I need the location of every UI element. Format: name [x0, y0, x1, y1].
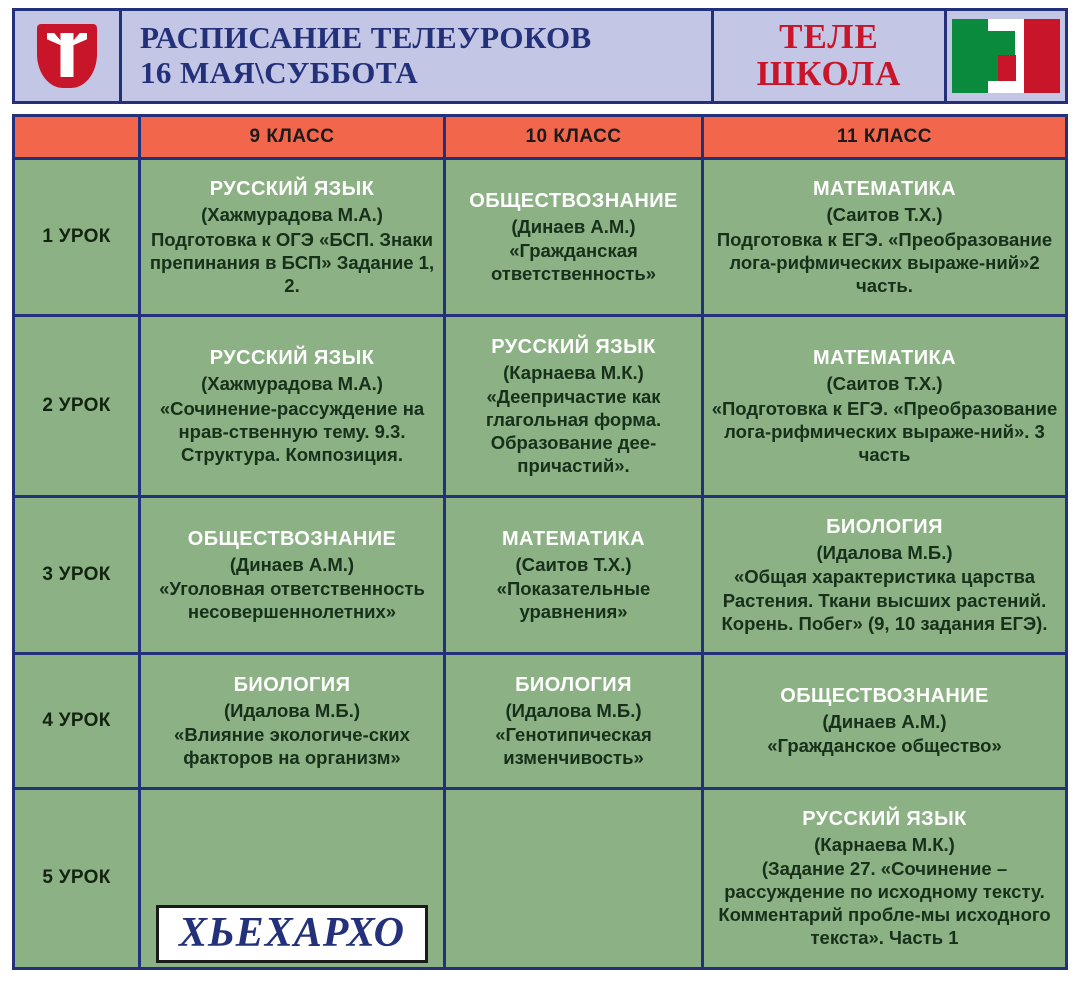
topic: «Гражданское общество»	[767, 735, 1002, 757]
brand-line-1: ТЕЛЕ	[779, 17, 879, 57]
subject: РУССКИЙ ЯЗЫК	[802, 807, 967, 830]
lesson-label: 2 УРОК	[15, 317, 141, 495]
topic: «Генотипическая изменчивость»	[495, 723, 652, 768]
lesson-label: 4 УРОК	[15, 655, 141, 786]
topic: «Уголовная ответственность несовершеннолетних»	[159, 578, 425, 623]
page-title	[119, 11, 714, 101]
shield-logo-icon	[37, 24, 97, 88]
lesson-cell-grade-9	[141, 790, 446, 968]
topic: «Влияние экологиче-ских факторов на организм»	[174, 723, 410, 768]
column-header-grade-10: 10 КЛАСС	[446, 117, 704, 157]
lesson-cell-grade-11	[704, 790, 1065, 968]
lesson-cell-grade-10	[446, 790, 704, 968]
teacher: (Саитов Т.Х.)	[826, 373, 943, 395]
table-row	[15, 498, 1065, 655]
lesson-cell-grade-10	[446, 498, 704, 652]
table-row	[15, 790, 1065, 968]
teacher: (Хажмурадова М.А.)	[201, 373, 383, 395]
topic: Подготовка к ОГЭ «БСП. Знаки препинания в БСП» Задание 1, 2.	[149, 228, 435, 296]
teacher: (Динаев А.М.)	[822, 711, 947, 733]
khekharkho-badge	[156, 905, 428, 963]
subject: МАТЕМАТИКА	[501, 527, 645, 550]
column-header-grade-9: 9 КЛАСС	[141, 117, 446, 157]
topic: «Показательные уравнения»	[496, 578, 651, 623]
subject: РУССКИЙ ЯЗЫК	[491, 335, 656, 358]
lesson-cell-grade-9	[141, 160, 446, 314]
table-row	[15, 160, 1065, 317]
brand-line-2: ШКОЛА	[756, 54, 902, 93]
subject: БИОЛОГИЯ	[233, 673, 351, 696]
teacher: (Динаев А.М.)	[511, 216, 636, 237]
column-header-lesson	[15, 117, 141, 157]
lesson-cell-grade-11	[704, 160, 1065, 314]
schedule-table	[12, 114, 1068, 970]
lesson-cell-grade-10	[446, 317, 704, 495]
teacher: (Карнаева М.К.)	[814, 833, 955, 855]
topic: (Задание 27. «Сочинение – рассуждение по исходному тексту. Комментарий пробле-мы исходного текста». Часть 1	[718, 858, 1051, 949]
subject: РУССКИЙ ЯЗЫК	[209, 347, 375, 370]
teacher: (Саитов Т.Х.)	[515, 553, 632, 575]
title-line-2: 16 МАЯ\СУББОТА	[140, 55, 419, 90]
lesson-cell-grade-9	[141, 317, 446, 495]
teacher: (Динаев А.М.)	[229, 553, 355, 575]
lesson-cell-grade-11	[704, 655, 1065, 786]
lesson-cell-grade-9	[141, 655, 446, 786]
table-row	[15, 317, 1065, 498]
table-header-row	[15, 117, 1065, 160]
lesson-cell-grade-10	[446, 160, 704, 314]
subject: МАТЕМАТИКА	[812, 178, 956, 201]
brand-block	[714, 11, 944, 101]
subject: БИОЛОГИЯ	[515, 673, 632, 696]
subject: МАТЕМАТИКА	[812, 347, 956, 370]
lesson-label: 5 УРОК	[15, 790, 141, 968]
teacher: (Хажмурадова М.А.)	[201, 204, 383, 226]
chechnya-flag-icon	[952, 19, 1060, 93]
subject: ОБЩЕСТВОЗНАНИЕ	[780, 685, 989, 708]
topic: «Общая характеристика царства Растения. Ткани высших растений. Корень. Побег» (9, 10 задания ЕГЭ).	[721, 566, 1048, 634]
teacher: (Идалова М.Б.)	[223, 699, 360, 721]
lesson-label: 3 УРОК	[15, 498, 141, 652]
lesson-cell-grade-9	[141, 498, 446, 652]
teacher: (Карнаева М.К.)	[503, 361, 644, 383]
topic: Подготовка к ЕГЭ. «Преобразование лога-рифмических выраже-ний»2 часть.	[716, 228, 1053, 296]
subject: ОБЩЕСТВОЗНАНИЕ	[187, 527, 397, 550]
topic: «Подготовка к ЕГЭ. «Преобразование лога-рифмических выраже-ний». 3 часть	[711, 397, 1058, 465]
column-header-grade-11: 11 КЛАСС	[704, 117, 1065, 157]
subject: РУССКИЙ ЯЗЫК	[209, 178, 375, 201]
topic: «Гражданская ответственность»	[490, 240, 657, 285]
flag-container	[944, 11, 1065, 101]
title-line-1: РАСПИСАНИЕ ТЕЛЕУРОКОВ	[140, 20, 592, 56]
subject: БИОЛОГИЯ	[826, 516, 943, 539]
teacher: (Идалова М.Б.)	[816, 542, 953, 564]
teacher: (Идалова М.Б.)	[505, 699, 642, 721]
lesson-label: 1 УРОК	[15, 160, 141, 314]
topic: «Деепричастие как глагольная форма. Образование дее-причастий».	[485, 385, 662, 477]
lesson-cell-grade-11	[704, 498, 1065, 652]
logo-container	[15, 11, 119, 101]
poster-header	[12, 8, 1068, 104]
khekharkho-label: ХЬЕХАРХО	[179, 910, 405, 956]
subject: ОБЩЕСТВОЗНАНИЕ	[469, 190, 678, 212]
lesson-cell-grade-10	[446, 655, 704, 786]
lesson-cell-grade-11	[704, 317, 1065, 495]
topic: «Сочинение-рассуждение на нрав-ственную тему. 9.3. Структура. Композиция.	[159, 397, 425, 465]
teacher: (Саитов Т.Х.)	[826, 204, 943, 226]
table-row	[15, 655, 1065, 789]
